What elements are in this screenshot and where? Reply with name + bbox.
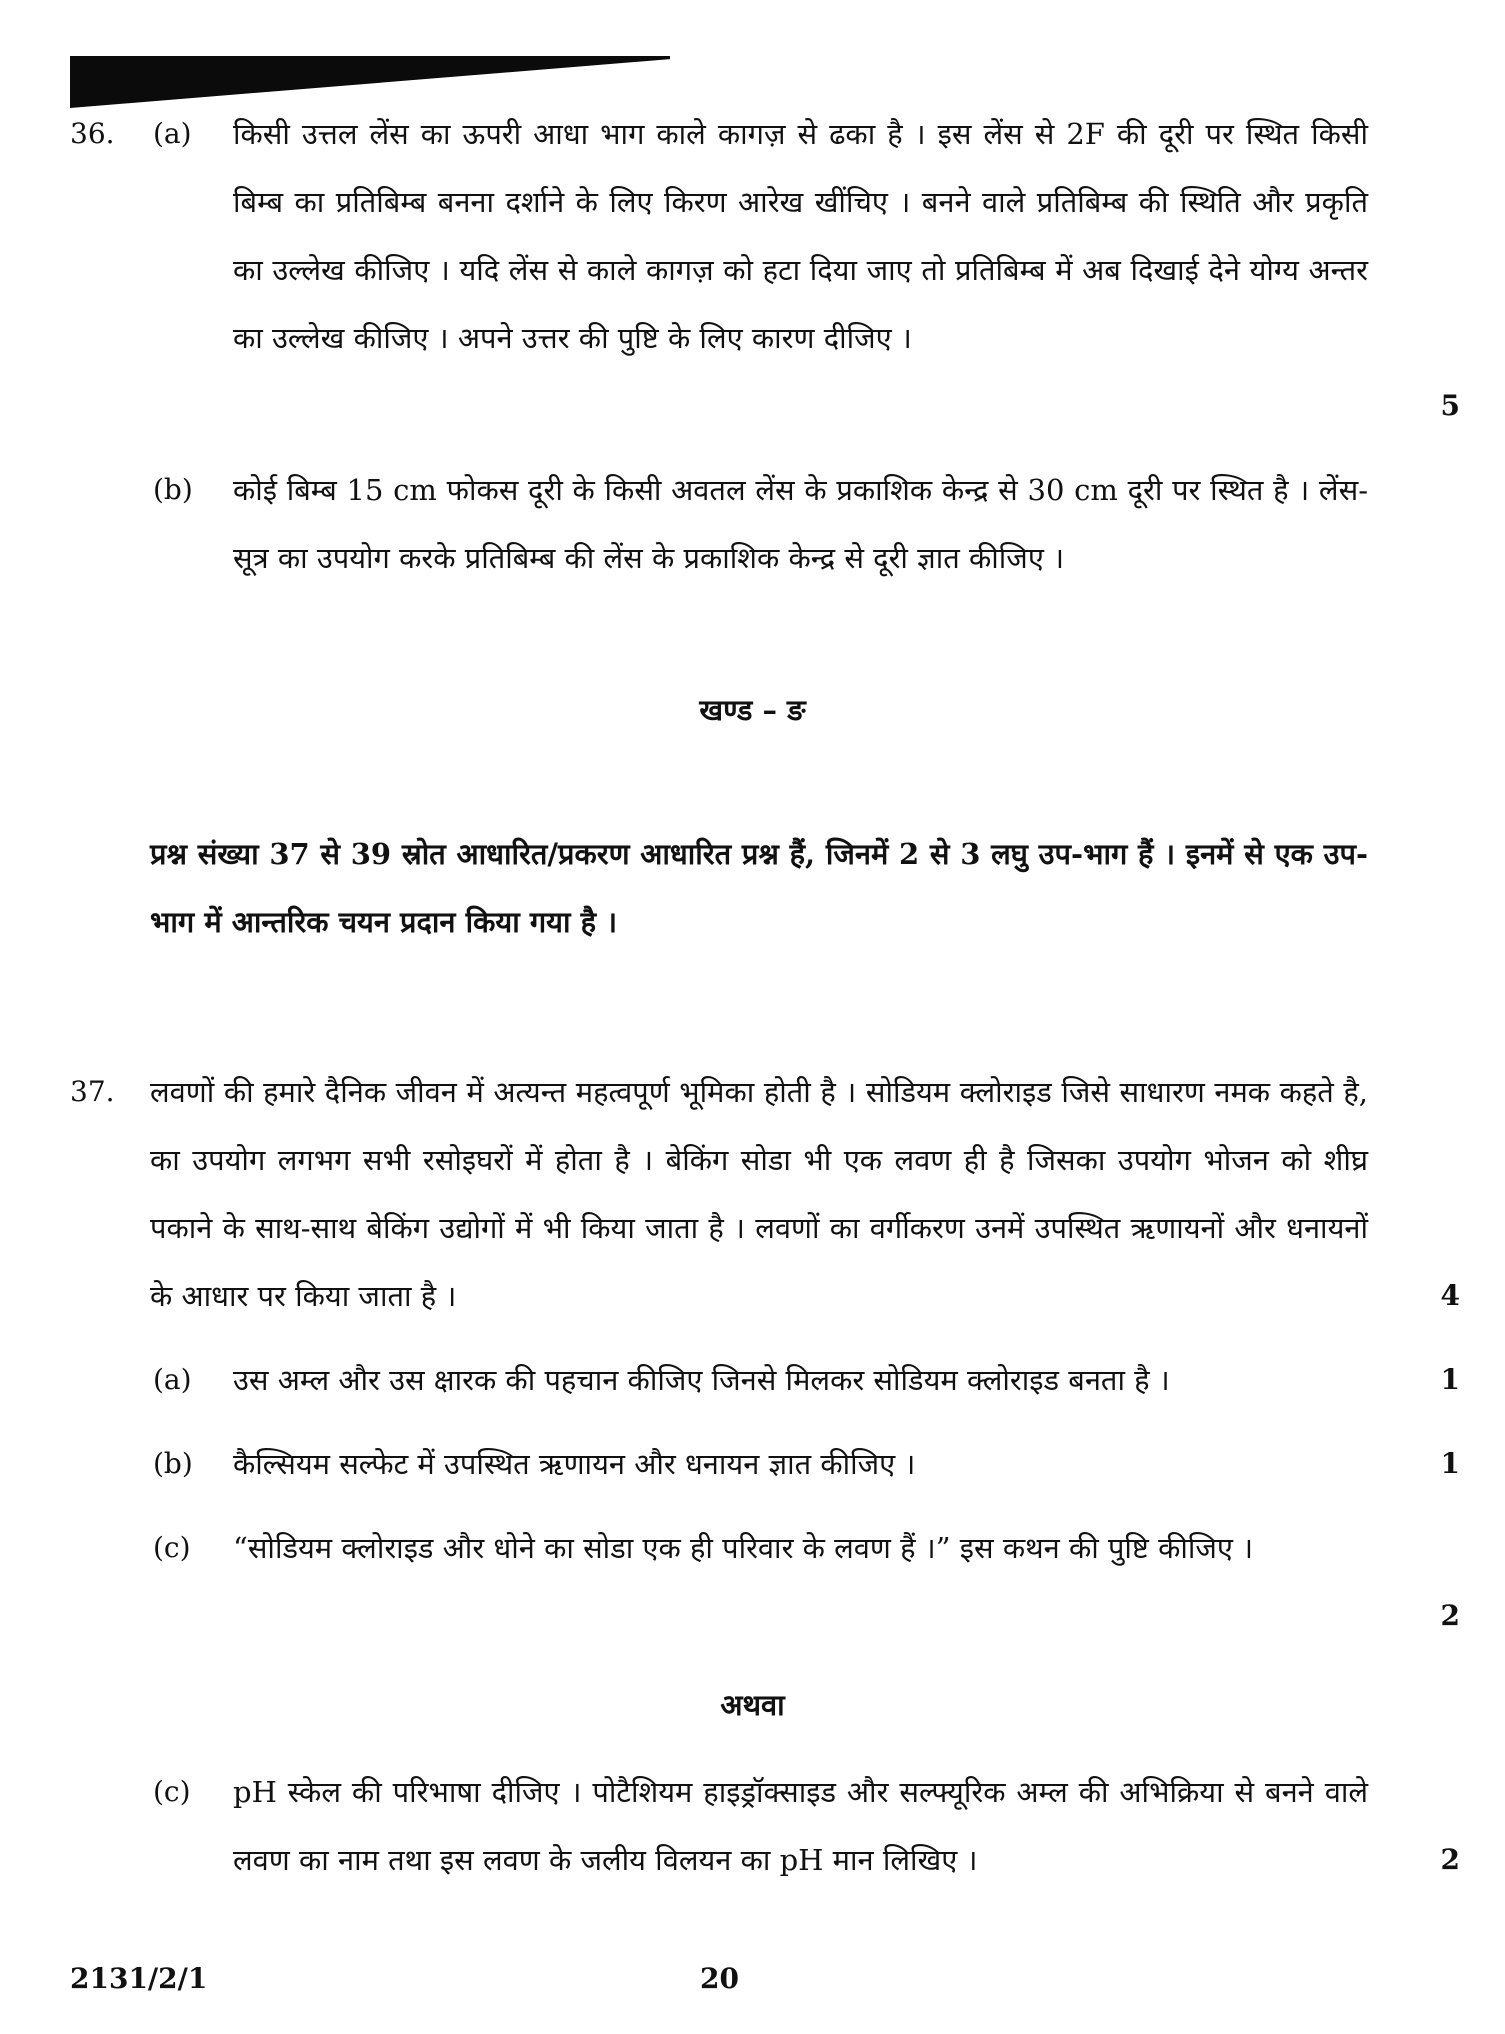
- part-label: (a): [153, 117, 192, 150]
- marks: 2: [1440, 1843, 1460, 1876]
- part-label: (c): [153, 1531, 191, 1564]
- part-label: (a): [153, 1363, 192, 1396]
- question-text: किसी उत्तल लेंस का ऊपरी आधा भाग काले कागज़ से ढका है । इस लेंस से 2F की दूरी पर स्थित किसी बिम्ब का प्रतिबिम्ब बनना दर्शाने के लिए किरण आरेख खींचिए । बनने वाले प्रतिबिम्ब की स्थिति और प्रकृति का उल्लेख कीजिए । यदि लेंस से काले कागज़ को हटा दिया जाए तो प्रतिबिम्ब में अब दिखाई देने योग्य अन्तर का उल्लेख कीजिए । अपने उत्तर की पुष्टि के लिए कारण दीजिए ।: [233, 117, 1368, 355]
- marks: 1: [1440, 1447, 1460, 1480]
- page-number: 20: [700, 1962, 739, 1995]
- question-text: लवणों की हमारे दैनिक जीवन में अत्यन्त महत्वपूर्ण भूमिका होती है । सोडियम क्लोराइड जिसे साधारण नमक कहते है, का उपयोग लगभग सभी रसोइघरों में होता है । बेकिंग सोडा भी एक लवण ही है जिसका उपयोग भोजन को शीघ्र पकाने के साथ-साथ बेकिंग उद्योगों में भी किया जाता है । लवणों का वर्गीकरण उनमें उपस्थित ऋणायनों और धनायनों के आधार पर किया जाता है ।: [150, 1075, 1368, 1313]
- question-number: 36.: [70, 117, 115, 150]
- part-label: (c): [153, 1775, 191, 1808]
- part-label: (b): [153, 473, 193, 506]
- marks: 2: [1440, 1599, 1460, 1632]
- marks: 1: [1440, 1363, 1460, 1396]
- question-number: 37.: [70, 1075, 115, 1108]
- question-text: कैल्सियम सल्फेट में उपस्थित ऋणायन और धनायन ज्ञात कीजिए ।: [233, 1447, 916, 1481]
- question-text: pH स्केल की परिभाषा दीजिए । पोटैशियम हाइड्रॉक्साइड और सल्फ्यूरिक अम्ल की अभिक्रिया से बनने वाले लवण का नाम तथा इस लवण के जलीय विलयन का pH मान लिखिए ।: [233, 1775, 1368, 1877]
- marks: 4: [1440, 1279, 1460, 1312]
- question-text: कोई बिम्ब 15 cm फोकस दूरी के किसी अवतल लेंस के प्रकाशिक केन्द्र से 30 cm दूरी पर स्थित है । लेंस-सूत्र का उपयोग करके प्रतिबिम्ब की लेंस के प्रकाशिक केन्द्र से दूरी ज्ञात कीजिए ।: [233, 473, 1368, 575]
- paper-code: 2131/2/1: [70, 1962, 208, 1995]
- question-text: “सोडियम क्लोराइड और धोने का सोडा एक ही परिवार के लवण हैं ।” इस कथन की पुष्टि कीजिए ।: [233, 1531, 1254, 1565]
- section-instruction: प्रश्न संख्या 37 से 39 स्रोत आधारित/प्रकरण आधारित प्रश्न हैं, जिनमें 2 से 3 लघु उप-भाग हैं । इनमें से एक उप-भाग में आन्तरिक चयन प्रदान किया गया है ।: [150, 837, 1368, 939]
- section-title: खण्ड – ङ: [699, 693, 806, 727]
- marks: 5: [1440, 389, 1460, 422]
- or-label: अथवा: [720, 1688, 785, 1722]
- part-label: (b): [153, 1447, 193, 1480]
- question-text: उस अम्ल और उस क्षारक की पहचान कीजिए जिनसे मिलकर सोडियम क्लोराइड बनता है ।: [233, 1363, 1170, 1397]
